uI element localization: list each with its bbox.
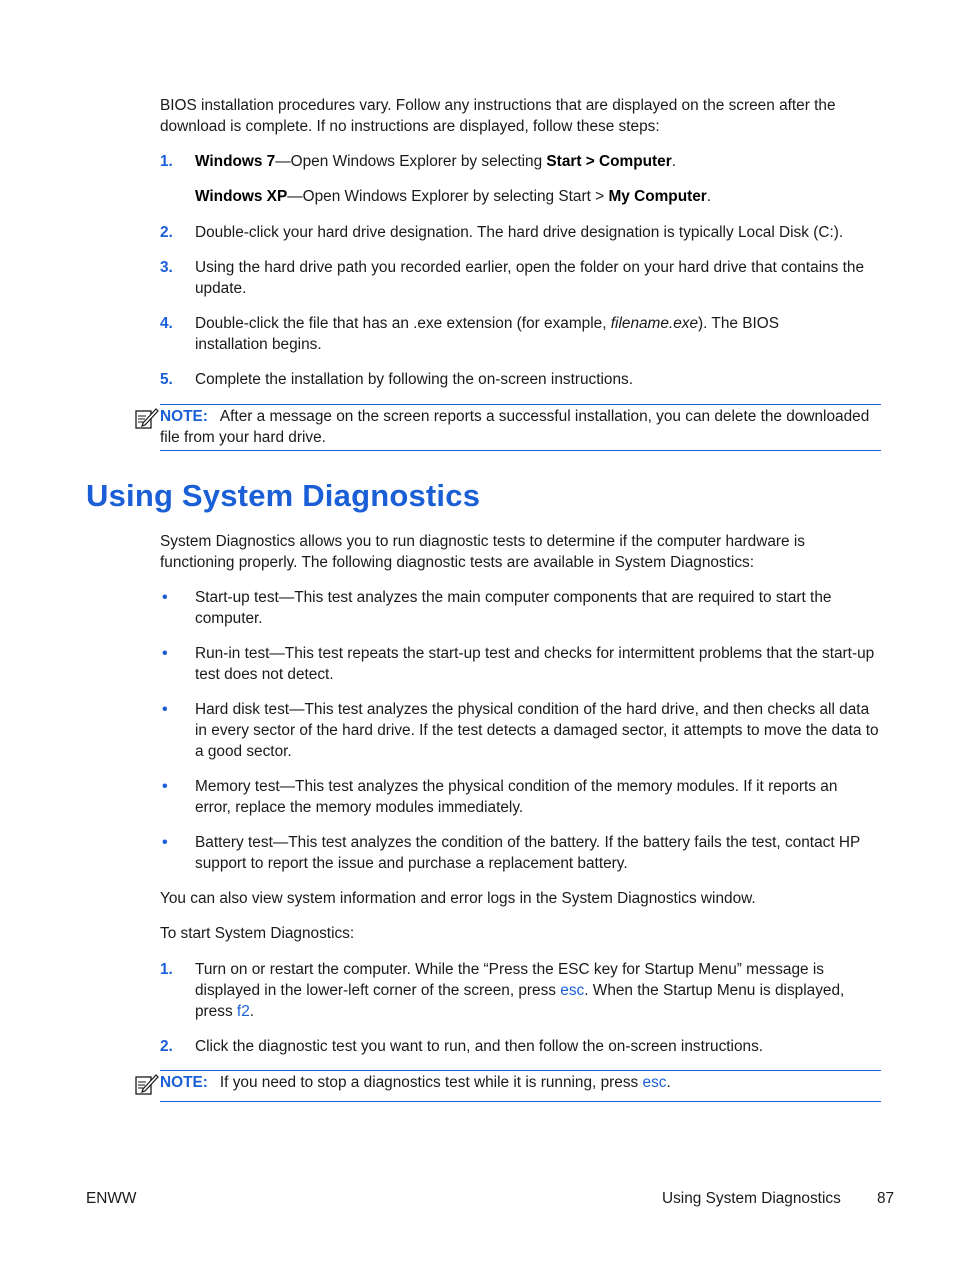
intro-paragraph: BIOS installation procedures vary. Follow any instructions that are displayed on the screen after the download is complete. If no instructions are displayed, follow these steps: (160, 97, 836, 135)
step-label: Windows XP (195, 188, 288, 205)
intro-diagnostics: System Diagnostics allows you to run diagnostic tests to determine if the computer hardware is functioning properly. The following diagnostic tests are available in System Diagnostics: (160, 533, 805, 571)
esc-key-link[interactable]: esc (560, 982, 585, 999)
footer-left: ENWW (86, 1190, 137, 1207)
note-box (160, 404, 881, 451)
section-heading: Using System Diagnostics (86, 478, 481, 513)
bullet-marker: • (162, 778, 168, 795)
note-box: NOTE: If you need to stop a diagnostics test while it is running, press esc. (160, 1070, 881, 1102)
system-info-paragraph: You can also view system information and error logs in the System Diagnostics window. (160, 890, 756, 907)
page-number: 87 (877, 1190, 895, 1207)
bullet-marker: • (162, 589, 168, 606)
note-label: NOTE: (160, 408, 208, 425)
note-text: After a message on the screen reports a successful installation, you can delete the downloaded file from your hard drive. (160, 408, 870, 446)
bullet-marker: • (162, 834, 168, 851)
step-number: 1. (160, 153, 173, 170)
start-diagnostics-paragraph: To start System Diagnostics: (160, 925, 355, 942)
bullet-marker: • (162, 645, 168, 662)
esc-key-link[interactable]: esc (642, 1074, 667, 1091)
note-pencil-icon (134, 406, 160, 430)
footer-section: Using System Diagnostics (662, 1190, 841, 1207)
filename-example: filename.exe (610, 315, 699, 332)
f2-key-link[interactable]: f2 (236, 1003, 250, 1020)
step-label: Windows 7 (195, 153, 276, 170)
note-text: If you need to stop a diagnostics test while it is running, press (219, 1074, 643, 1091)
note-pencil-icon (134, 1072, 160, 1096)
bullet-marker: • (162, 701, 168, 718)
note-label: NOTE: (160, 1074, 208, 1091)
